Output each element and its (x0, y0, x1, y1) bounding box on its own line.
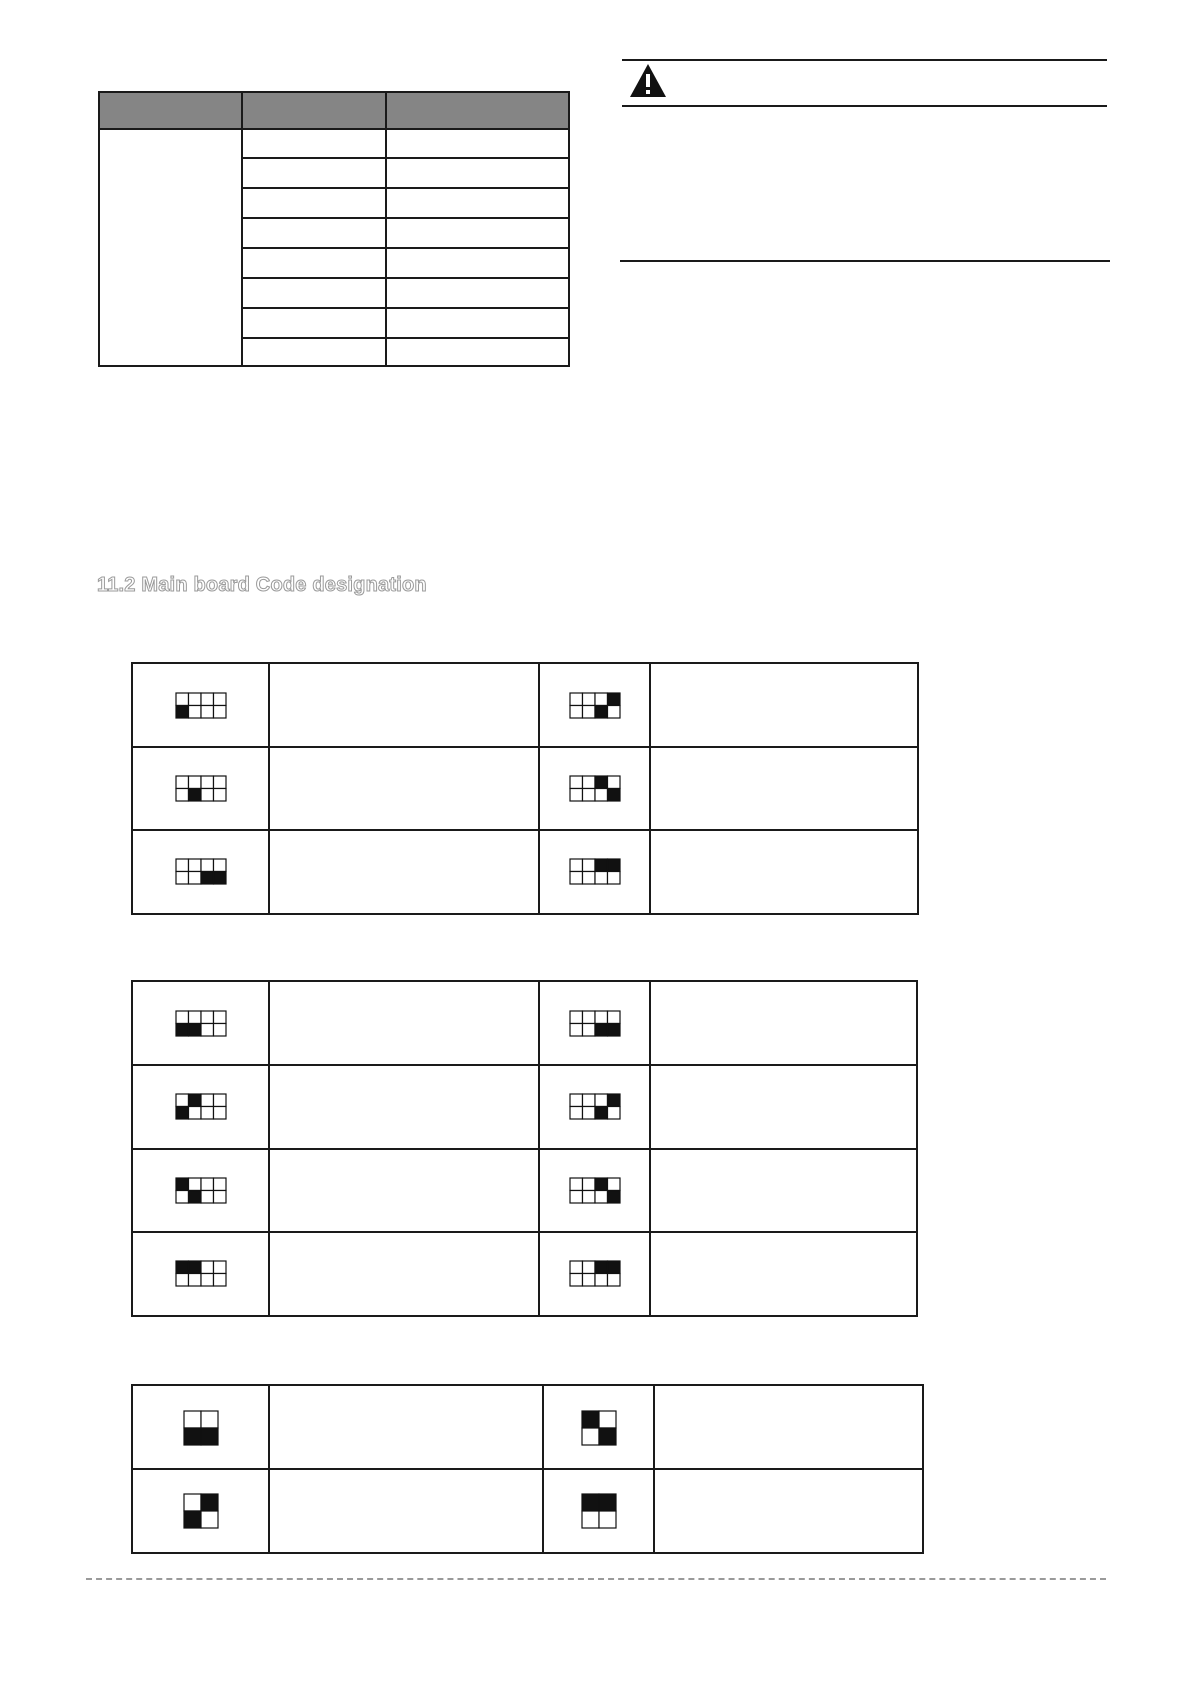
led-segment-on (201, 1428, 218, 1445)
led-segment-on (599, 1428, 616, 1445)
led-segment-off (201, 706, 214, 719)
led-code-right (569, 858, 621, 890)
led-segment-off (201, 1411, 218, 1428)
led-segment-off (214, 706, 227, 719)
led-segment-off (607, 1273, 620, 1286)
led-segment-off (607, 706, 620, 719)
led-segment-off (595, 1011, 608, 1024)
led-code-indicator-icon (569, 858, 621, 885)
led-segment-off (201, 1094, 214, 1107)
led-code-indicator-icon (569, 692, 621, 719)
led-segment-off (570, 1190, 583, 1203)
spec-table-row-divider (241, 247, 568, 249)
code-table-row-divider (133, 1148, 916, 1150)
led-segment-off (201, 693, 214, 706)
led-code-indicator-icon (569, 1010, 621, 1037)
led-segment-off (214, 1024, 227, 1037)
led-segment-on (595, 1178, 608, 1191)
led-segment-off (214, 1107, 227, 1120)
led-segment-off (607, 1011, 620, 1024)
led-segment-off (607, 1178, 620, 1191)
led-code-left (175, 1010, 227, 1042)
led-segment-on (176, 706, 189, 719)
led-segment-off (176, 872, 189, 885)
led-code-right (581, 1493, 617, 1534)
led-segment-off (176, 1273, 189, 1286)
led-segment-off (570, 1261, 583, 1274)
led-segment-off (176, 693, 189, 706)
led-segment-on (599, 1494, 616, 1511)
led-segment-off (189, 859, 202, 872)
led-segment-on (607, 1094, 620, 1107)
led-segment-on (189, 1261, 202, 1274)
led-segment-on (607, 693, 620, 706)
led-code-left (175, 775, 227, 807)
led-segment-off (582, 1024, 595, 1037)
led-segment-off (201, 1511, 218, 1528)
led-code-indicator-icon (175, 775, 227, 802)
led-segment-off (189, 1107, 202, 1120)
led-segment-on (201, 872, 214, 885)
led-code-right (569, 1010, 621, 1042)
led-segment-off (595, 789, 608, 802)
led-segment-on (595, 859, 608, 872)
led-segment-off (189, 1178, 202, 1191)
led-segment-off (595, 1273, 608, 1286)
spec-table (98, 91, 570, 367)
led-segment-off (570, 1094, 583, 1107)
led-segment-off (184, 1494, 201, 1511)
led-code-indicator-icon (581, 1493, 617, 1529)
led-segment-off (582, 776, 595, 789)
section-heading: 11.2 Main board Code designation (97, 574, 427, 596)
led-segment-on (184, 1428, 201, 1445)
led-segment-off (582, 789, 595, 802)
led-code-left (175, 858, 227, 890)
led-segment-off (176, 776, 189, 789)
led-segment-off (201, 1190, 214, 1203)
led-segment-off (201, 1261, 214, 1274)
led-segment-on (201, 1494, 218, 1511)
led-segment-off (570, 693, 583, 706)
led-segment-on (607, 859, 620, 872)
led-segment-off (201, 1178, 214, 1191)
led-code-left (175, 1260, 227, 1292)
led-segment-off (582, 1107, 595, 1120)
led-code-right (581, 1410, 617, 1451)
led-code-indicator-icon (175, 1260, 227, 1287)
led-segment-off (214, 1273, 227, 1286)
led-segment-off (582, 1261, 595, 1274)
spec-table-divider (385, 93, 387, 365)
led-segment-off (176, 859, 189, 872)
led-segment-off (214, 1190, 227, 1203)
led-segment-on (595, 776, 608, 789)
led-segment-off (607, 776, 620, 789)
led-segment-off (582, 1178, 595, 1191)
led-segment-off (595, 872, 608, 885)
led-code-indicator-icon (569, 1093, 621, 1120)
led-code-right (569, 1093, 621, 1125)
led-code-indicator-icon (581, 1410, 617, 1446)
led-segment-off (582, 859, 595, 872)
led-segment-off (582, 1011, 595, 1024)
led-segment-off (189, 706, 202, 719)
led-segment-off (582, 1094, 595, 1107)
led-segment-off (570, 859, 583, 872)
led-segment-off (595, 693, 608, 706)
led-segment-on (595, 1024, 608, 1037)
led-segment-on (189, 1094, 202, 1107)
code-table-row-divider (133, 1064, 916, 1066)
code-table-row-divider (133, 746, 917, 748)
led-segment-on (595, 706, 608, 719)
led-segment-off (201, 789, 214, 802)
led-code-indicator-icon (175, 692, 227, 719)
warning-header-rule (622, 105, 1107, 107)
spec-table-header (100, 93, 568, 130)
led-code-indicator-icon (569, 1260, 621, 1287)
led-segment-off (201, 859, 214, 872)
led-segment-off (214, 859, 227, 872)
code-table-column-divider (649, 664, 651, 913)
spec-table-row-divider (241, 277, 568, 279)
led-code-indicator-icon (175, 1093, 227, 1120)
led-segment-on (189, 1190, 202, 1203)
led-segment-off (599, 1511, 616, 1528)
led-segment-off (214, 789, 227, 802)
led-segment-off (176, 789, 189, 802)
led-code-right (569, 1177, 621, 1209)
led-segment-off (189, 1011, 202, 1024)
led-code-right (569, 775, 621, 807)
led-segment-on (176, 1261, 189, 1274)
led-segment-off (176, 1011, 189, 1024)
led-segment-on (189, 1024, 202, 1037)
led-segment-off (582, 1190, 595, 1203)
led-code-left (175, 692, 227, 724)
led-segment-off (570, 1011, 583, 1024)
led-segment-off (176, 1190, 189, 1203)
led-segment-off (570, 1273, 583, 1286)
led-segment-on (607, 789, 620, 802)
led-code-indicator-icon (175, 1010, 227, 1037)
spec-table-row-divider (241, 307, 568, 309)
led-segment-on (176, 1024, 189, 1037)
led-code-right (569, 692, 621, 724)
spec-table-row-divider (241, 337, 568, 339)
warning-bottom-rule (620, 260, 1110, 262)
code-table-3 (131, 1384, 924, 1554)
led-code-indicator-icon (569, 1177, 621, 1204)
led-segment-on (582, 1411, 599, 1428)
led-code-indicator-icon (183, 1410, 219, 1446)
led-code-indicator-icon (175, 1177, 227, 1204)
footer-dashed-rule (86, 1578, 1106, 1580)
led-segment-off (189, 872, 202, 885)
code-table-row-divider (133, 1468, 922, 1470)
led-segment-off (201, 1273, 214, 1286)
led-segment-off (201, 776, 214, 789)
led-segment-off (189, 776, 202, 789)
led-segment-off (214, 776, 227, 789)
led-segment-off (214, 1261, 227, 1274)
led-segment-off (570, 776, 583, 789)
led-segment-off (607, 1107, 620, 1120)
led-segment-on (582, 1494, 599, 1511)
code-table-1 (131, 662, 919, 915)
led-segment-off (595, 1094, 608, 1107)
led-segment-off (599, 1411, 616, 1428)
warning-top-rule (622, 59, 1107, 61)
led-code-right (569, 1260, 621, 1292)
led-code-left (183, 1493, 219, 1534)
led-segment-off (201, 1107, 214, 1120)
led-segment-off (184, 1411, 201, 1428)
spec-table-row-divider (241, 157, 568, 159)
led-segment-on (595, 1261, 608, 1274)
led-segment-on (214, 872, 227, 885)
led-segment-off (214, 1094, 227, 1107)
code-table-2 (131, 980, 918, 1317)
led-segment-on (595, 1107, 608, 1120)
spec-table-row-divider (241, 217, 568, 219)
led-code-left (175, 1093, 227, 1125)
led-segment-off (570, 872, 583, 885)
led-segment-off (189, 693, 202, 706)
led-code-indicator-icon (183, 1493, 219, 1529)
led-segment-on (607, 1024, 620, 1037)
led-code-indicator-icon (569, 775, 621, 802)
led-segment-off (607, 872, 620, 885)
led-code-left (183, 1410, 219, 1451)
led-code-indicator-icon (175, 858, 227, 885)
led-segment-on (607, 1261, 620, 1274)
led-segment-on (184, 1511, 201, 1528)
code-table-row-divider (133, 829, 917, 831)
led-segment-off (201, 1011, 214, 1024)
led-segment-off (214, 1011, 227, 1024)
led-segment-off (176, 1094, 189, 1107)
led-code-left (175, 1177, 227, 1209)
led-segment-off (582, 706, 595, 719)
led-segment-off (570, 789, 583, 802)
led-segment-on (176, 1107, 189, 1120)
code-table-column-divider (538, 664, 540, 913)
led-segment-off (582, 1273, 595, 1286)
led-segment-off (570, 706, 583, 719)
led-segment-off (570, 1107, 583, 1120)
led-segment-off (582, 872, 595, 885)
led-segment-off (582, 1428, 599, 1445)
code-table-column-divider (268, 664, 270, 913)
led-segment-off (595, 1190, 608, 1203)
spec-table-row-divider (241, 187, 568, 189)
led-segment-off (582, 1511, 599, 1528)
led-segment-off (582, 693, 595, 706)
led-segment-off (214, 1178, 227, 1191)
led-segment-off (570, 1024, 583, 1037)
led-segment-off (189, 1273, 202, 1286)
warning-triangle-icon (628, 62, 668, 100)
led-segment-on (176, 1178, 189, 1191)
led-segment-on (607, 1190, 620, 1203)
led-segment-off (201, 1024, 214, 1037)
led-segment-off (570, 1178, 583, 1191)
led-segment-off (214, 693, 227, 706)
code-table-row-divider (133, 1231, 916, 1233)
spec-table-divider (241, 93, 243, 365)
led-segment-on (189, 789, 202, 802)
